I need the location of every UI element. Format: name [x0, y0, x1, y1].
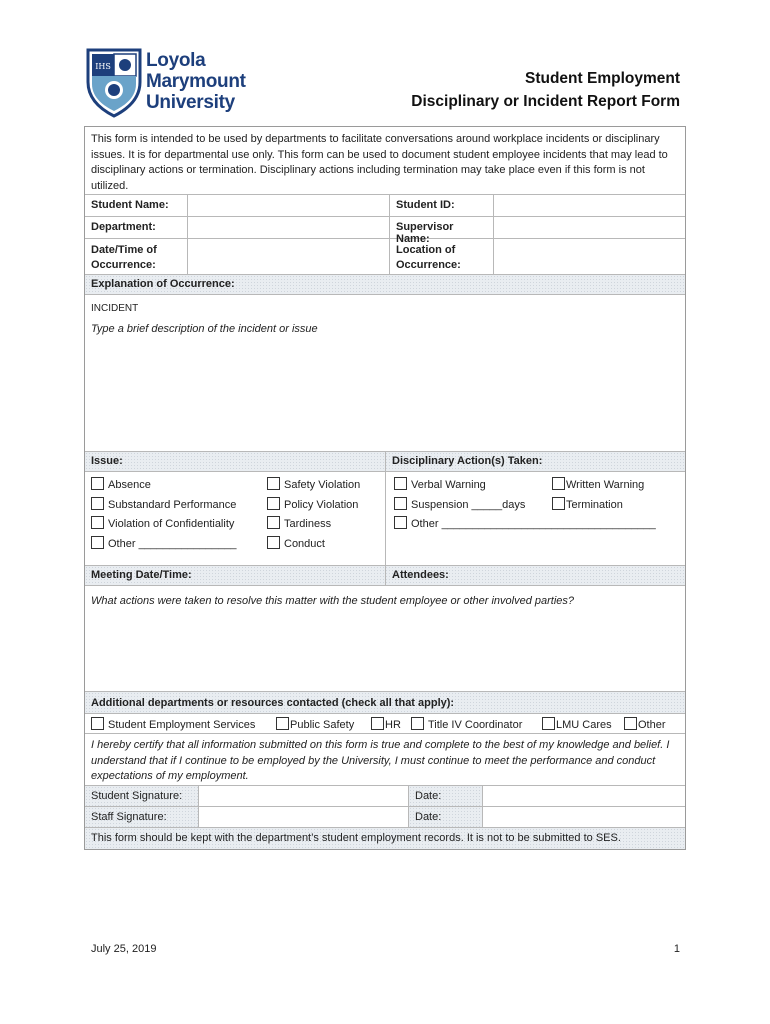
issue-confidentiality[interactable] [91, 516, 234, 530]
date-time-field[interactable] [187, 239, 389, 274]
checkbox[interactable] [552, 497, 565, 510]
location-field[interactable] [493, 239, 685, 274]
row-department [85, 217, 685, 245]
location-label [389, 239, 493, 274]
certification-text: I hereby certify that all information submitted on this form is true and complete to the best of my knowledge and belief. I understand that if I continue to be employed by the University, I must continue to meet the performance and conduct expectations of my employment. [85, 734, 685, 786]
checkbox[interactable] [91, 717, 104, 730]
additional-header [85, 692, 685, 714]
title-line2: Disciplinary or Incident Report Form [411, 93, 680, 110]
additional-other-label: Other [638, 719, 666, 731]
student-signature-field[interactable] [198, 786, 408, 806]
supervisor-name-label: Supervisor Name: [389, 217, 493, 238]
intro-text: This form is intended to be used by departments to facilitate conversations around workplace incidents or disciplinary issues. It is for departmental use only. This form can be used to document student employee incidents that may lead to disciplinary actions or termination. Disciplinary actions including termination may take place even if this form is not utilized. [85, 127, 685, 195]
row-staff-signature [85, 807, 685, 828]
additional-hr-label: HR [385, 719, 401, 731]
footer-date: July 25, 2019 [91, 943, 157, 955]
additional-lmu-cares[interactable] [542, 717, 612, 731]
action-written-label: Written Warning [566, 479, 645, 491]
checkbox[interactable] [267, 497, 280, 510]
action-termination[interactable] [552, 497, 623, 511]
row-student [85, 195, 685, 217]
additional-hr[interactable] [371, 717, 401, 731]
issue-substandard[interactable] [91, 497, 236, 511]
student-name-label: Student Name: [91, 199, 169, 211]
checkbox[interactable] [542, 717, 555, 730]
additional-ses-label: Student Employment Services [108, 719, 256, 731]
additional-other[interactable] [624, 717, 666, 731]
university-name-line2: Marymount [146, 71, 246, 92]
checkbox[interactable] [267, 536, 280, 549]
checkbox[interactable] [411, 717, 424, 730]
student-id-label: Student ID: [389, 195, 493, 216]
checkbox[interactable] [394, 516, 407, 529]
actions-header-label: Disciplinary Action(s) Taken: [385, 452, 685, 471]
issue-action-header [85, 452, 685, 472]
action-verbal[interactable] [394, 477, 486, 491]
student-date-field[interactable] [482, 786, 685, 806]
additional-public-safety-label: Public Safety [290, 719, 355, 731]
additional-options [85, 714, 685, 734]
location-label-1: Location of [396, 244, 456, 256]
staff-date-field[interactable] [482, 807, 685, 827]
student-signature-label: Student Signature: [85, 786, 198, 806]
crest-icon [86, 48, 142, 118]
supervisor-name-field[interactable] [493, 217, 685, 238]
issue-other-label: Other ________________ [108, 538, 237, 550]
issue-policy-label: Policy Violation [284, 499, 359, 511]
issue-conduct[interactable] [267, 536, 325, 550]
issue-other[interactable] [91, 536, 236, 550]
student-name-field[interactable] [187, 195, 389, 216]
date-time-label-2: Occurrence: [91, 259, 156, 271]
issue-safety-label: Safety Violation [284, 479, 361, 491]
university-name-line1: Loyola [146, 50, 206, 71]
issue-policy[interactable] [267, 497, 358, 511]
meeting-date-label[interactable]: Meeting Date/Time: [91, 569, 192, 581]
issue-action-body [85, 472, 685, 566]
action-suspension[interactable] [394, 497, 525, 511]
title-line1: Student Employment [524, 70, 680, 87]
resolution-area[interactable] [85, 586, 685, 692]
checkbox[interactable] [267, 516, 280, 529]
issue-header-label: Issue: [91, 455, 123, 467]
location-label-2: Occurrence: [396, 259, 461, 271]
attendees-label[interactable]: Attendees: [385, 566, 685, 585]
university-logo [86, 48, 142, 118]
checkbox[interactable] [394, 477, 407, 490]
explanation-header [85, 275, 685, 295]
additional-lmu-cares-label: LMU Cares [556, 719, 612, 731]
checkbox[interactable] [91, 516, 104, 529]
issue-tardiness-label: Tardiness [284, 518, 332, 530]
checkbox[interactable] [394, 497, 407, 510]
resolution-prompt: What actions were taken to resolve this matter with the student employee or other involved parties? [91, 595, 575, 607]
checkbox[interactable] [91, 536, 104, 549]
row-student-signature [85, 786, 685, 807]
issue-absence[interactable] [91, 477, 151, 491]
checkbox[interactable] [624, 717, 637, 730]
action-verbal-label: Verbal Warning [411, 479, 486, 491]
row-occurrence [85, 239, 685, 275]
checkbox[interactable] [276, 717, 289, 730]
action-options [385, 472, 685, 565]
issue-options [85, 472, 385, 565]
additional-ses[interactable] [91, 717, 255, 731]
incident-placeholder: Type a brief description of the incident or issue [91, 323, 318, 335]
department-field[interactable] [187, 217, 389, 238]
checkbox[interactable] [267, 477, 280, 490]
date-time-label-1: Date/Time of [91, 244, 157, 256]
action-termination-label: Termination [566, 499, 623, 511]
issue-absence-label: Absence [108, 479, 151, 491]
additional-header-label: Additional departments or resources contacted (check all that apply): [91, 697, 455, 709]
retention-note: This form should be kept with the department’s student employment records. It is not to be submitted to SES. [85, 828, 685, 849]
issue-tardiness[interactable] [267, 516, 331, 530]
checkbox[interactable] [371, 717, 384, 730]
action-other-label: Other ___________________________________ [411, 518, 656, 530]
staff-date-label: Date: [408, 807, 482, 827]
additional-title-iv[interactable] [411, 717, 522, 731]
student-date-label: Date: [408, 786, 482, 806]
svg-text:IHS: IHS [95, 62, 111, 71]
checkbox[interactable] [552, 477, 565, 490]
issue-confidentiality-label: Violation of Confidentiality [108, 518, 235, 530]
action-written[interactable] [552, 477, 644, 491]
staff-signature-field[interactable] [198, 807, 408, 827]
action-other[interactable] [394, 516, 656, 530]
issue-substandard-label: Substandard Performance [108, 499, 237, 511]
additional-title-iv-label: Title IV Coordinator [428, 719, 523, 731]
checkbox[interactable] [91, 477, 104, 490]
action-suspension-label: Suspension _____days [411, 499, 526, 511]
issue-safety[interactable] [267, 477, 360, 491]
student-id-field[interactable] [493, 195, 685, 216]
university-name-line3: University [146, 92, 235, 113]
meeting-header [85, 566, 685, 586]
additional-public-safety[interactable] [276, 717, 354, 731]
page-number: 1 [673, 943, 680, 955]
checkbox[interactable] [91, 497, 104, 510]
report-form [84, 126, 686, 850]
department-label: Department: [91, 221, 156, 233]
incident-label: INCIDENT [91, 303, 139, 314]
explanation-header-label: Explanation of Occurrence: [91, 278, 235, 290]
explanation-area[interactable] [85, 295, 685, 452]
staff-signature-label: Staff Signature: [85, 807, 198, 827]
date-time-label [85, 239, 187, 274]
university-name [146, 50, 246, 113]
issue-conduct-label: Conduct [284, 538, 325, 550]
